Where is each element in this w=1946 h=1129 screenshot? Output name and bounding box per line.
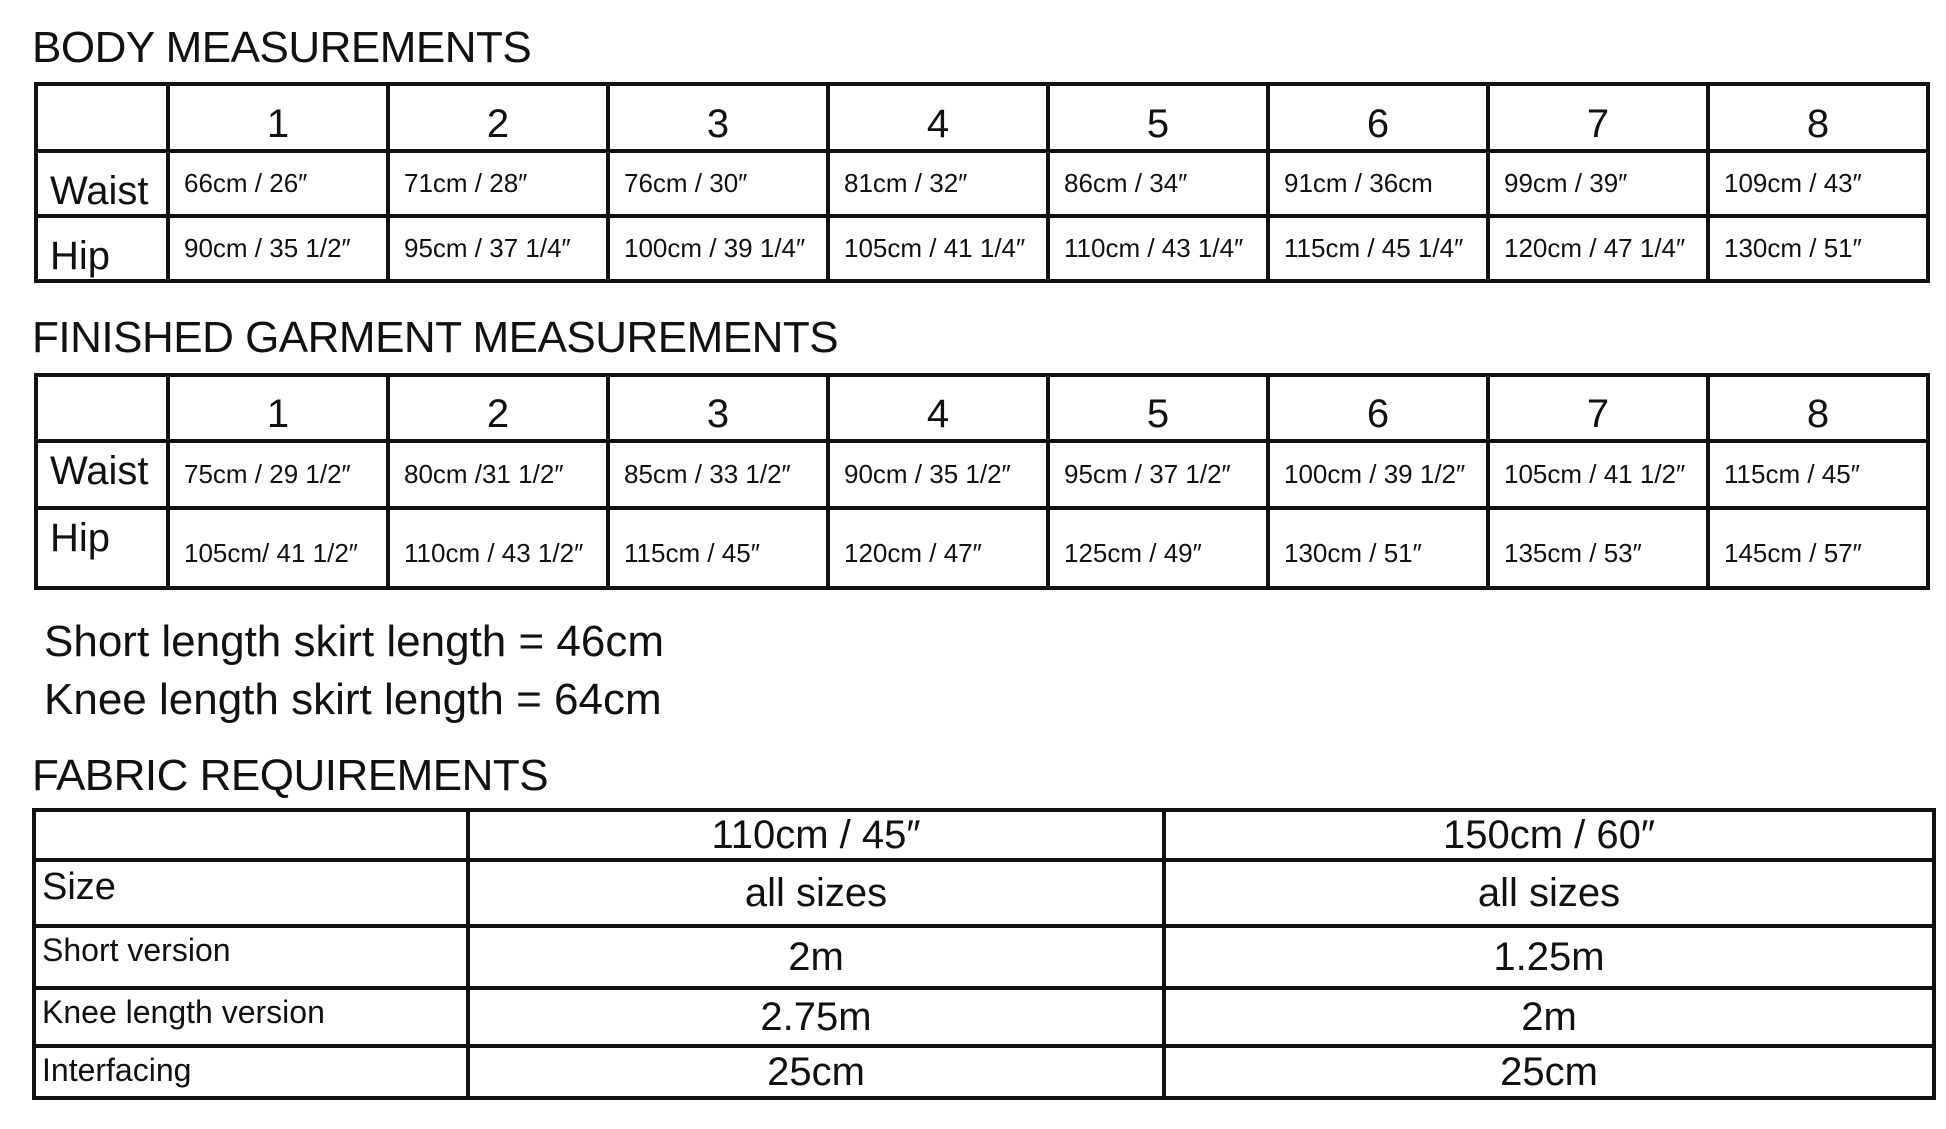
- measurement-cell: 91cm / 36cm: [1268, 151, 1488, 216]
- measurement-cell: 105cm / 41 1/2″: [1488, 441, 1708, 508]
- corner-cell: [36, 84, 168, 151]
- size-header: 7: [1488, 84, 1708, 151]
- measurement-cell: 130cm / 51″: [1268, 508, 1488, 588]
- fabric-width-header-row: [34, 810, 1934, 860]
- size-header: 4: [828, 375, 1048, 441]
- measurement-cell: 75cm / 29 1/2″: [168, 441, 388, 508]
- fabric-amount-cell: 2.75m: [468, 988, 1164, 1046]
- fabric-amount-cell: 1.25m: [1164, 926, 1934, 988]
- size-header: 5: [1048, 375, 1268, 441]
- fabric-requirements-title: FABRIC REQUIREMENTS: [32, 751, 549, 800]
- measurement-cell: 95cm / 37 1/2″: [1048, 441, 1268, 508]
- fabric-amount-cell: 2m: [468, 926, 1164, 988]
- measurement-cell: 100cm / 39 1/2″: [1268, 441, 1488, 508]
- hip-row: [36, 216, 1928, 281]
- fabric-row-knee: [34, 988, 1934, 1046]
- measurement-cell: 85cm / 33 1/2″: [608, 441, 828, 508]
- measurement-cell: 100cm / 39 1/4″: [608, 216, 828, 281]
- size-header: 8: [1708, 375, 1928, 441]
- measurement-cell: 125cm / 49″: [1048, 508, 1268, 588]
- waist-row: [36, 441, 1928, 508]
- size-header: 3: [608, 84, 828, 151]
- fabric-amount-cell: 25cm: [1164, 1046, 1934, 1098]
- fabric-row-label: Size: [34, 860, 468, 926]
- measurement-cell: 66cm / 26″: [168, 151, 388, 216]
- hip-label: Hip: [36, 216, 168, 281]
- size-header: 5: [1048, 84, 1268, 151]
- fabric-amount-cell: 25cm: [468, 1046, 1164, 1098]
- measurement-cell: 71cm / 28″: [388, 151, 608, 216]
- size-header: 7: [1488, 375, 1708, 441]
- size-header: 3: [608, 375, 828, 441]
- measurement-cell: 105cm/ 41 1/2″: [168, 508, 388, 588]
- measurement-cell: 76cm / 30″: [608, 151, 828, 216]
- fabric-width-header: 110cm / 45″: [468, 810, 1164, 860]
- size-header: 6: [1268, 375, 1488, 441]
- fabric-row-short: [34, 926, 1934, 988]
- measurement-cell: 105cm / 41 1/4″: [828, 216, 1048, 281]
- measurement-cell: 99cm / 39″: [1488, 151, 1708, 216]
- size-header: 2: [388, 375, 608, 441]
- measurement-cell: 120cm / 47 1/4″: [1488, 216, 1708, 281]
- measurement-cell: 95cm / 37 1/4″: [388, 216, 608, 281]
- fabric-row-label: Knee length version: [34, 988, 468, 1046]
- measurement-cell: 130cm / 51″: [1708, 216, 1928, 281]
- measurement-cell: 109cm / 43″: [1708, 151, 1928, 216]
- fabric-row-label: Short version: [34, 926, 468, 988]
- size-header-row: [36, 375, 1928, 441]
- measurement-cell: 135cm / 53″: [1488, 508, 1708, 588]
- fabric-amount-cell: 2m: [1164, 988, 1934, 1046]
- knee-skirt-length-note: Knee length skirt length = 64cm: [44, 675, 662, 724]
- corner-cell: [36, 375, 168, 441]
- fabric-row-size: [34, 860, 1934, 926]
- size-header: 1: [168, 375, 388, 441]
- measurement-cell: 110cm / 43 1/4″: [1048, 216, 1268, 281]
- measurement-cell: 115cm / 45″: [1708, 441, 1928, 508]
- fabric-amount-cell: all sizes: [468, 860, 1164, 926]
- size-header: 6: [1268, 84, 1488, 151]
- size-header: 2: [388, 84, 608, 151]
- waist-row: [36, 151, 1928, 216]
- measurement-cell: 90cm / 35 1/2″: [168, 216, 388, 281]
- measurement-cell: 90cm / 35 1/2″: [828, 441, 1048, 508]
- fabric-row-interfacing: [34, 1046, 1934, 1098]
- measurement-cell: 145cm / 57″: [1708, 508, 1928, 588]
- body-measurements-table: [34, 82, 1930, 283]
- waist-label: Waist: [36, 441, 168, 508]
- garment-measurements-table: [34, 373, 1930, 590]
- size-header-row: [36, 84, 1928, 151]
- measurement-cell: 86cm / 34″: [1048, 151, 1268, 216]
- fabric-amount-cell: all sizes: [1164, 860, 1934, 926]
- measurement-cell: 110cm / 43 1/2″: [388, 508, 608, 588]
- waist-label: Waist: [36, 151, 168, 216]
- size-header: 1: [168, 84, 388, 151]
- corner-cell: [34, 810, 468, 860]
- measurement-cell: 115cm / 45 1/4″: [1268, 216, 1488, 281]
- short-skirt-length-note: Short length skirt length = 46cm: [44, 617, 664, 666]
- size-header: 4: [828, 84, 1048, 151]
- measurement-cell: 120cm / 47″: [828, 508, 1048, 588]
- hip-label: Hip: [36, 508, 168, 588]
- fabric-row-label: Interfacing: [34, 1046, 468, 1098]
- measurement-cell: 115cm / 45″: [608, 508, 828, 588]
- hip-row: [36, 508, 1928, 588]
- garment-measurements-title: FINISHED GARMENT MEASUREMENTS: [32, 313, 839, 362]
- measurement-cell: 80cm /31 1/2″: [388, 441, 608, 508]
- fabric-width-header: 150cm / 60″: [1164, 810, 1934, 860]
- size-header: 8: [1708, 84, 1928, 151]
- measurement-cell: 81cm / 32″: [828, 151, 1048, 216]
- body-measurements-title: BODY MEASUREMENTS: [32, 23, 532, 72]
- fabric-requirements-table: [32, 808, 1936, 1100]
